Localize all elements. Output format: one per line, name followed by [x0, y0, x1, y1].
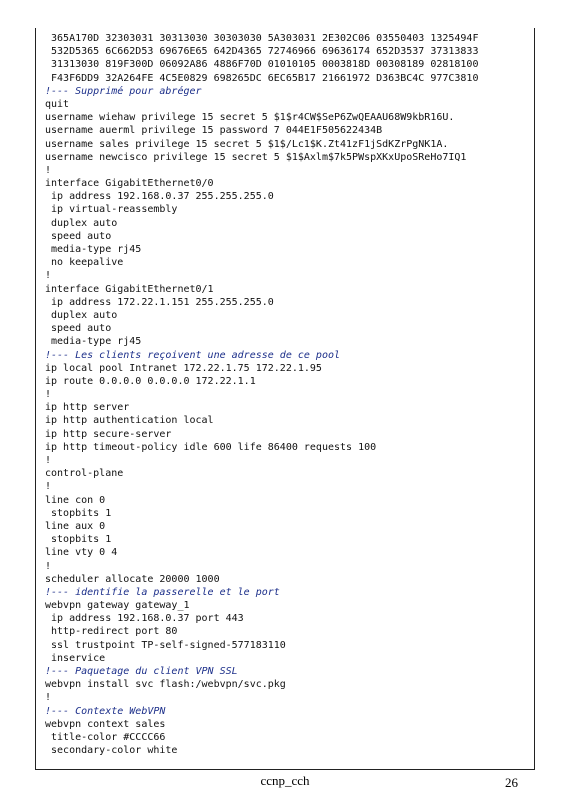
config-line: ! [45, 389, 52, 401]
config-line: ! [45, 481, 52, 493]
config-line: line aux 0 [45, 520, 106, 532]
config-line: ! [45, 270, 52, 282]
config-line: media-type rj45 [45, 336, 142, 348]
config-comment-line: !--- Paquetage du client VPN SSL [45, 666, 238, 677]
config-line: ip address 192.168.0.37 255.255.255.0 [45, 191, 274, 203]
config-line: F43F6DD9 32A264FE 4C5E0829 698265DC 6EC65B17 21661972 D363BC4C 977C3810 [45, 72, 479, 84]
config-line: interface GigabitEthernet0/0 [45, 178, 214, 190]
config-line: username newcisco privilege 15 secret 5 $1$Axlm$7k5PWspXKxUpoSReHo7IQ1 [45, 151, 467, 163]
config-line: stopbits 1 [45, 534, 112, 546]
config-line: scheduler allocate 20000 1000 [45, 573, 220, 585]
config-listing [45, 32, 531, 757]
config-line: duplex auto [45, 217, 118, 229]
config-line: ! [45, 455, 52, 466]
config-line: webvpn context sales [45, 718, 166, 730]
config-line: stopbits 1 [45, 507, 112, 519]
config-line: ip address 192.168.0.37 port 443 [45, 613, 244, 625]
config-line: ip virtual-reassembly [45, 204, 178, 216]
config-line: control-plane [45, 468, 124, 480]
config-line: http-redirect port 80 [45, 626, 178, 638]
config-line: title-color #CCCC66 [45, 731, 166, 743]
config-line: line con 0 [45, 494, 106, 506]
config-line: 365A170D 32303031 30313030 30303030 5A303031 2E302C06 03550403 1325494F [45, 33, 479, 44]
config-comment-line: !--- Supprimé pour abréger [45, 85, 202, 97]
config-line: ip http timeout-policy idle 600 life 86400 requests 100 [45, 441, 377, 453]
config-line: ip http secure-server [45, 428, 172, 440]
config-line: media-type rj45 [45, 244, 142, 255]
config-line: ssl trustpoint TP-self-signed-577183110 [45, 639, 286, 651]
config-line: webvpn gateway gateway_1 [45, 600, 190, 612]
config-line: speed auto [45, 230, 112, 242]
config-line: secondary-color white [45, 745, 178, 757]
config-line: username wiehaw privilege 15 secret 5 $1$r4CW$SeP6ZwQEAAU68W9kbR16U. [45, 112, 455, 124]
config-line: inservice [45, 652, 106, 664]
config-line: 31313030 819F300D 06092A86 4886F70D 01010105 0003818D 00308189 02818100 [45, 59, 479, 71]
config-line: ip route 0.0.0.0 0.0.0.0 172.22.1.1 [45, 375, 256, 387]
footer-label: ccnp_cch [260, 773, 310, 788]
config-line: ip local pool Intranet 172.22.1.75 172.22.1.95 [45, 362, 322, 374]
config-line: username auerml privilege 15 password 7 044E1F505622434B [45, 125, 383, 137]
config-line: ip http authentication local [45, 415, 214, 427]
config-comment-line: !--- Les clients reçoivent une adresse de ce pool [45, 349, 341, 361]
config-comment-line: !--- identifie la passerelle et le port [45, 586, 280, 598]
config-line: ip http server [45, 402, 130, 414]
config-line: duplex auto [45, 309, 118, 321]
config-line: ! [45, 164, 52, 176]
page-number: 26 [505, 775, 518, 790]
config-comment-line: !--- Contexte WebVPN [45, 705, 166, 717]
config-line: speed auto [45, 323, 112, 335]
config-line: ! [45, 692, 52, 704]
config-line: interface GigabitEthernet0/1 [45, 283, 214, 295]
config-line: username sales privilege 15 secret 5 $1$/Lc1$K.Zt41zF1jSdKZrPgNK1A. [45, 138, 449, 150]
config-line: 532D5365 6C662D53 69676E65 642D4365 72746966 69636174 652D3537 37313833 [45, 46, 479, 58]
config-line: quit [45, 98, 70, 110]
config-line: ip address 172.22.1.151 255.255.255.0 [45, 296, 274, 308]
config-line: no keepalive [45, 257, 124, 269]
config-line: webvpn install svc flash:/webvpn/svc.pkg [45, 679, 286, 691]
config-line: ! [45, 560, 52, 572]
config-line: line vty 0 4 [45, 547, 118, 559]
